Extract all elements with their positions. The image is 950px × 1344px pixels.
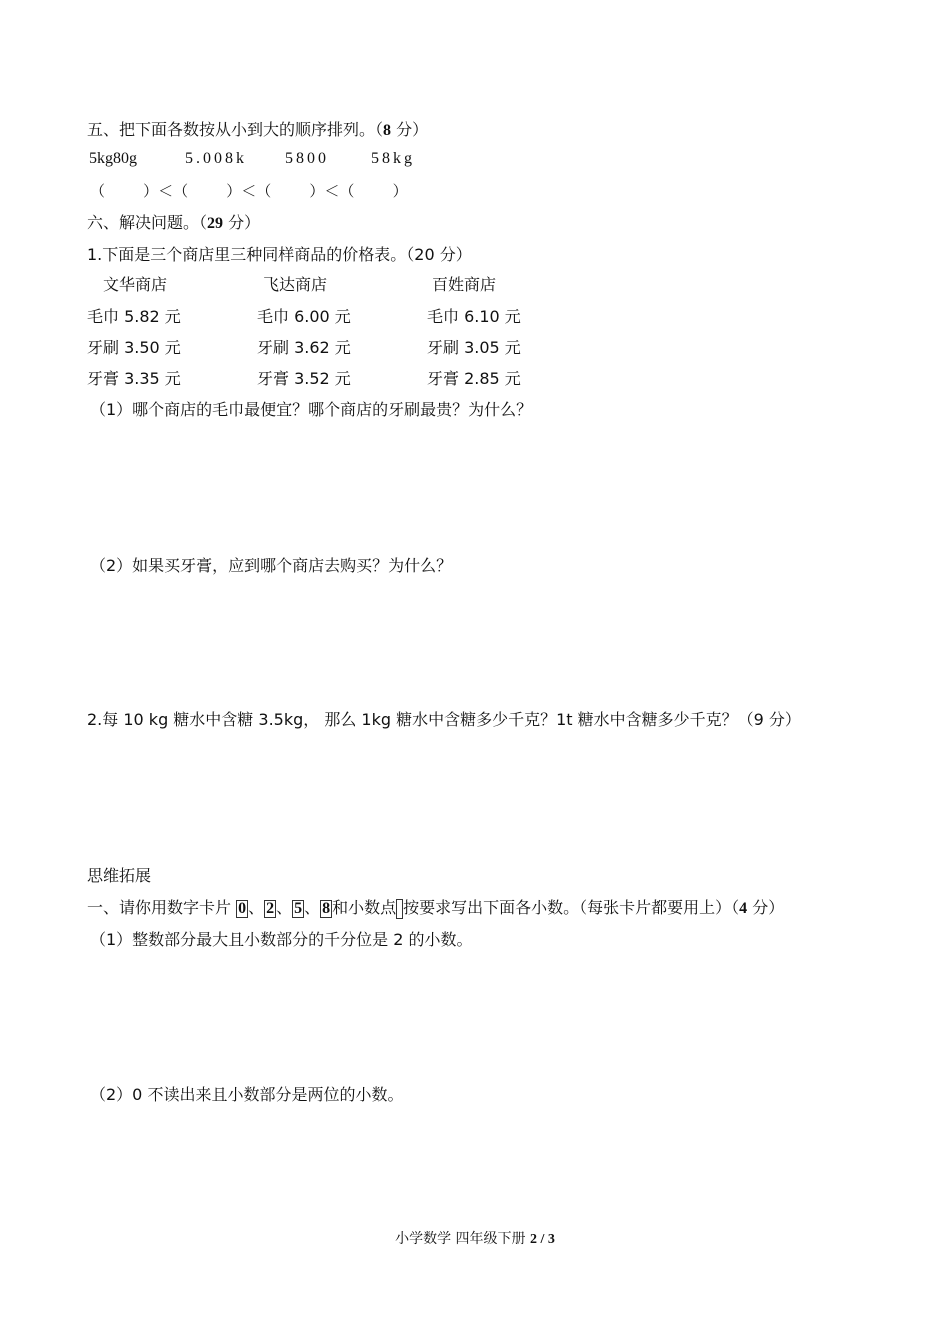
page-footer: 小学数学 四年级下册 2 / 3 xyxy=(395,1231,555,1247)
price-cell: 毛巾 5.82 元 xyxy=(87,307,181,326)
weight-item-1: 5kg80g xyxy=(89,150,137,167)
q1-title: 1.下面是三个商店里三种同样商品的价格表。（20 分） xyxy=(87,245,472,264)
section5-score: 8 xyxy=(383,122,392,139)
digit-card-0: 0 xyxy=(238,900,247,917)
price-cell: 牙刷 3.05 元 xyxy=(427,338,521,357)
q1-sub2: （2）如果买牙膏，应到哪个商店去购买？为什么？ xyxy=(90,556,453,575)
weight-item-2: 5.008k xyxy=(185,150,247,167)
weight-item-4: 58kg xyxy=(371,150,415,167)
price-cell: 牙膏 3.52 元 xyxy=(257,369,351,388)
page-number: 2 / 3 xyxy=(530,1232,555,1247)
section6-score: 29 xyxy=(207,215,224,232)
price-cell: 牙膏 3.35 元 xyxy=(87,369,181,388)
extension-heading: 思维拓展 xyxy=(87,866,152,885)
price-cell: 牙膏 2.85 元 xyxy=(427,369,521,388)
q2-text: 2.每 10 kg 糖水中含糖 3.5kg， 那么 1kg 糖水中含糖多少千克？1t 糖水中含糖多少千克？（9 分） xyxy=(87,710,801,729)
section5-title: 五、把下面各数按从小到大的顺序排列。（8 分） xyxy=(87,120,429,139)
extension-question: 一、请你用数字卡片 0 、 2 、 5 、 8 和小数点 按要求写出下面各小数。（每张卡片都要用上）（4 分） xyxy=(87,898,785,917)
store-name-2: 飞达商店 xyxy=(263,275,328,294)
digit-card-8: 8 xyxy=(322,900,331,917)
price-cell: 牙刷 3.50 元 xyxy=(87,338,181,357)
store-name-1: 文华商店 xyxy=(103,275,168,294)
digit-card-5: 5 xyxy=(294,900,303,917)
digit-card-2: 2 xyxy=(266,900,275,917)
ordering-blanks[interactable]: （ ）＜（ ）＜（ ）＜（ ） xyxy=(90,182,408,200)
extension-sub1: （1）整数部分最大且小数部分的千分位是 2 的小数。 xyxy=(90,930,473,949)
price-cell: 毛巾 6.10 元 xyxy=(427,307,521,326)
store-name-3: 百姓商店 xyxy=(432,275,497,294)
weight-item-3: 5800 xyxy=(285,150,329,167)
extension-sub2: （2）0 不读出来且小数部分是两位的小数。 xyxy=(90,1085,404,1104)
section6-title: 六、解决问题。（29 分） xyxy=(87,213,261,232)
q1-sub1: （1）哪个商店的毛巾最便宜？哪个商店的牙刷最贵？为什么？ xyxy=(90,400,533,419)
price-cell: 毛巾 6.00 元 xyxy=(257,307,351,326)
extension-score: 4 xyxy=(739,900,748,917)
price-cell: 牙刷 3.62 元 xyxy=(257,338,351,357)
